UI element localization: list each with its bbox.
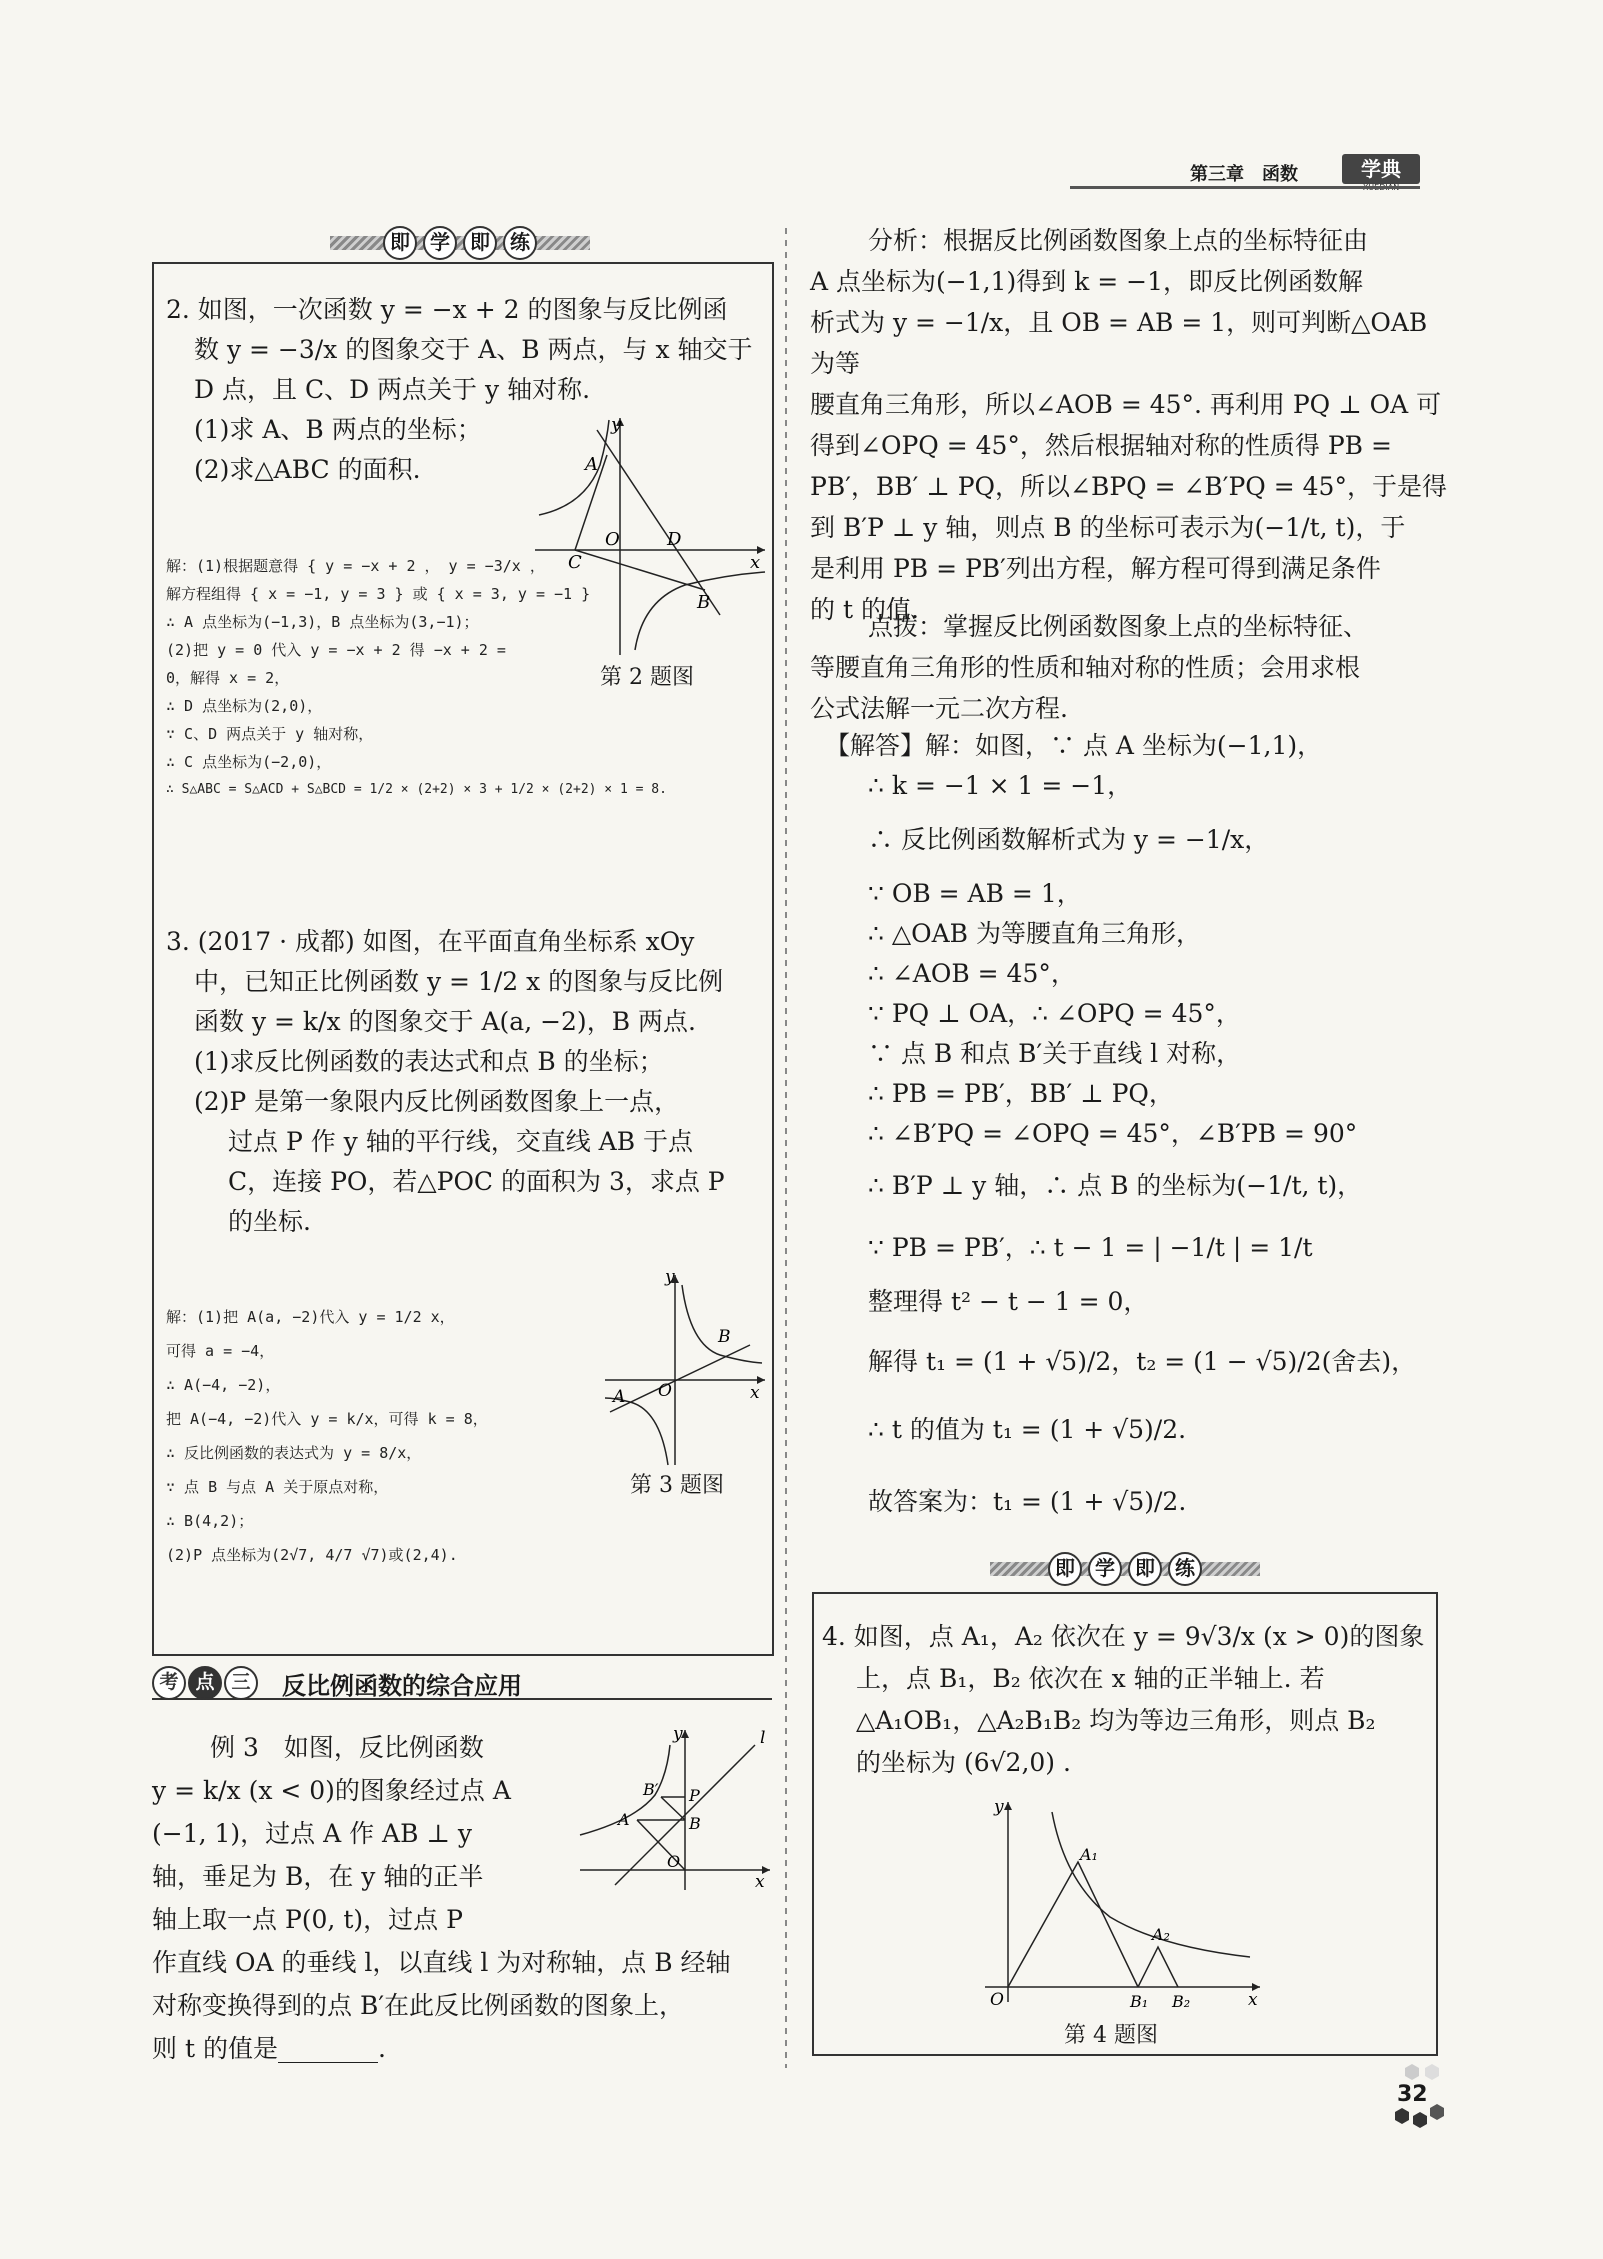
q3-sol-line: (2)P 点坐标为(2√7, 4/7 √7)或(2,4). bbox=[166, 1546, 458, 1564]
q3-caption: 第 3 题图 bbox=[630, 1473, 724, 1498]
q4-line: △A₁OB₁，△A₂B₁B₂ 均为等边三角形，则点 B₂ bbox=[856, 1706, 1376, 1735]
q2-sol-line: 解：(1)根据题意得 { y = −x + 2 ， y = −3/x ， bbox=[166, 557, 545, 575]
answer-line: ∴ ∠AOB = 45°， bbox=[868, 959, 1076, 988]
q2-sol-line: 解方程组得 { x = −1, y = 3 } 或 { x = 3, y = −1 } bbox=[166, 585, 591, 603]
label-B: B bbox=[718, 1327, 731, 1347]
analysis bbox=[810, 220, 1450, 630]
answer-line: 整理得 t² − t − 1 = 0， bbox=[868, 1287, 1149, 1316]
q3-sol-line: 解：(1)把 A(a, −2)代入 y = 1/2 x， bbox=[166, 1308, 455, 1326]
q3-sol-line: ∵ 点 B 与点 A 关于原点对称， bbox=[166, 1478, 389, 1496]
answer-line: ∴ k = −1 × 1 = −1， bbox=[868, 771, 1133, 800]
label-B: B bbox=[697, 592, 711, 613]
q2-line: (2)求△ABC 的面积. bbox=[194, 455, 421, 484]
answer-line: 【解答】解：如图，∵ 点 A 坐标为(−1,1)， bbox=[825, 731, 1323, 760]
segment-B'B bbox=[661, 1797, 685, 1820]
hyperbola-branch bbox=[1052, 1812, 1250, 1957]
question-3 bbox=[166, 922, 766, 1242]
triangle-A1OB1 bbox=[1008, 1862, 1138, 1987]
q2-line: 数 y = −3/x 的图象交于 A、B 两点，与 x 轴交于 bbox=[194, 335, 753, 364]
analysis-line: 析式为 y = −1/x，且 OB = AB = 1，则可判断△OAB 为等 bbox=[810, 308, 1428, 378]
label-A1: A₁ bbox=[1080, 1845, 1098, 1864]
q3-line: 函数 y = k/x 的图象交于 A(a, −2)，B 两点. bbox=[194, 1007, 696, 1036]
line-y-eq-half-x bbox=[610, 1345, 750, 1412]
label-D: D bbox=[667, 529, 682, 550]
page-number: 32 bbox=[1397, 2082, 1428, 2107]
q4-line: 的坐标为 (6√2,0) . bbox=[856, 1748, 1071, 1777]
ex3-line: 轴上取一点 P(0, t)，过点 P bbox=[152, 1905, 463, 1934]
q2-caption: 第 2 题图 bbox=[600, 665, 694, 690]
q4-caption: 第 4 题图 bbox=[1064, 2023, 1158, 2048]
answer-line: ∵ PQ ⊥ OA，∴ ∠OPQ = 45°， bbox=[868, 999, 1241, 1028]
label-O: O bbox=[658, 1381, 672, 1401]
label-A: A bbox=[613, 1387, 626, 1407]
analysis-line: 到 B′P ⊥ y 轴，则点 B 的坐标可表示为(−1/t, t)，于 bbox=[810, 513, 1406, 542]
answer-line: ∴ B′P ⊥ y 轴，∴ 点 B 的坐标为(−1/t, t)， bbox=[868, 1171, 1363, 1200]
ex3-line: 作直线 OA 的垂线 l，以直线 l 为对称轴，点 B 经轴 bbox=[152, 1948, 731, 1977]
question-4 bbox=[822, 1616, 1432, 1784]
q2-line: (1)求 A、B 两点的坐标； bbox=[194, 415, 482, 444]
section-heading bbox=[152, 1664, 772, 1704]
practice-banner bbox=[330, 226, 590, 260]
practice-banner bbox=[990, 1552, 1260, 1586]
chapter-title: 第三章 函数 bbox=[1190, 164, 1298, 185]
q3-line: 的坐标. bbox=[228, 1207, 311, 1236]
label-y: y bbox=[665, 1270, 675, 1287]
answer-line: ∵ PB = PB′，∴ t − 1 = | −1/t | = 1/t bbox=[868, 1233, 1313, 1262]
hyperbola-branch bbox=[682, 1285, 762, 1363]
q3-line: (2)P 是第一象限内反比例函数图象上一点， bbox=[194, 1087, 680, 1116]
ex3-figure bbox=[575, 1725, 775, 1895]
hyperbola-branch bbox=[539, 420, 609, 515]
q2-sol-line: ∴ C 点坐标为(−2,0)， bbox=[166, 753, 332, 771]
label-B-prime: B′ bbox=[643, 1780, 659, 1799]
q2-sol-line: ∴ A 点坐标为(−1,3)，B 点坐标为(3,−1)； bbox=[166, 613, 479, 631]
analysis-line: 得到∠OPQ = 45°，然后根据轴对称的性质得 PB = bbox=[810, 431, 1392, 460]
kaodian-char: 点 bbox=[188, 1666, 222, 1700]
ex3-line: y = k/x (x < 0)的图象经过点 A bbox=[152, 1776, 511, 1805]
answer-line: ∴ 反比例函数解析式为 y = −1/x， bbox=[868, 825, 1270, 854]
hexagon bbox=[1395, 2108, 1409, 2124]
answer-line: 解得 t₁ = (1 + √5)/2，t₂ = (1 − √5)/2(舍去)， bbox=[868, 1347, 1417, 1376]
banner-char: 即 bbox=[383, 226, 417, 260]
label-A: A bbox=[618, 1810, 630, 1829]
q3-sol-line: 可得 a = −4， bbox=[166, 1342, 275, 1360]
analysis-line: 分析：根据反比例函数图象上点的坐标特征由 bbox=[868, 226, 1369, 255]
q3-line: 过点 P 作 y 轴的平行线，交直线 AB 于点 bbox=[228, 1127, 694, 1156]
label-x: x bbox=[750, 552, 761, 573]
q3-line: 3. (2017 · 成都) 如图，在平面直角坐标系 xOy bbox=[166, 927, 695, 956]
segment-CB bbox=[575, 550, 705, 590]
answer-line: ∴ ∠B′PQ = ∠OPQ = 45°，∠B′PB = 90° bbox=[868, 1119, 1358, 1148]
banner-char: 即 bbox=[463, 226, 497, 260]
q3-sol-line: ∴ 反比例函数的表达式为 y = 8/x， bbox=[166, 1444, 422, 1462]
q4-line: 上，点 B₁，B₂ 依次在 x 轴的正半轴上. 若 bbox=[856, 1664, 1325, 1693]
tip bbox=[810, 606, 1450, 729]
label-y: y bbox=[673, 1725, 683, 1744]
ex3-line: (−1, 1)，过点 A 作 AB ⊥ y bbox=[152, 1819, 473, 1848]
q3-sol-line: ∴ B(4,2)； bbox=[166, 1512, 254, 1530]
analysis-line: PB′，BB′ ⊥ PQ，所以∠BPQ = ∠B′PQ = 45°，于是得 bbox=[810, 472, 1447, 501]
analysis-line: 是利用 PB = PB′列出方程，解方程可得到满足条件 bbox=[810, 554, 1381, 583]
ex3-line: 例 3 如图，反比例函数 bbox=[210, 1733, 484, 1762]
y-axis-arrow bbox=[1004, 1802, 1012, 1810]
label-C: C bbox=[568, 552, 582, 573]
tip-line: 公式法解一元二次方程. bbox=[810, 694, 1068, 723]
answer-line: ∴ △OAB 为等腰直角三角形， bbox=[868, 919, 1201, 948]
label-B1: B₁ bbox=[1130, 1992, 1149, 2011]
ex3-line: 则 t 的值是________. bbox=[152, 2034, 386, 2063]
label-A: A bbox=[585, 454, 598, 475]
analysis-line: 腰直角三角形，所以∠AOB = 45°. 再利用 PQ ⊥ OA 可 bbox=[810, 390, 1442, 419]
label-B2: B₂ bbox=[1172, 1992, 1191, 2011]
label-A2: A₂ bbox=[1152, 1925, 1170, 1944]
ex3-line: 对称变换得到的点 B′在此反比例函数的图象上， bbox=[152, 1991, 684, 2020]
label-x: x bbox=[750, 1383, 760, 1403]
tip-line: 等腰直角三角形的性质和轴对称的性质；会用求根 bbox=[810, 653, 1361, 682]
q4-line: 4. 如图，点 A₁，A₂ 依次在 y = 9√3/x (x > 0)的图象 bbox=[822, 1622, 1425, 1651]
label-O: O bbox=[605, 529, 620, 550]
banner-char: 练 bbox=[1168, 1552, 1202, 1586]
analysis-line: 的 t 的值. bbox=[810, 595, 919, 624]
answer-line: ∴ PB = PB′，BB′ ⊥ PQ， bbox=[868, 1079, 1174, 1108]
q2-figure bbox=[525, 410, 775, 660]
q3-line: (1)求反比例函数的表达式和点 B 的坐标； bbox=[194, 1047, 664, 1076]
kaodian-char: 三 bbox=[224, 1666, 258, 1700]
ex3-line: 轴，垂足为 B，在 y 轴的正半 bbox=[152, 1862, 484, 1891]
label-x: x bbox=[755, 1872, 765, 1892]
q2-sol-line: 0，解得 x = 2， bbox=[166, 669, 290, 687]
answer bbox=[810, 726, 1450, 1522]
triangle-A2B1B2 bbox=[1138, 1947, 1178, 1987]
q2-line: 2. 如图，一次函数 y = −x + 2 的图象与反比例函 bbox=[166, 295, 728, 324]
brand-logo: 学典 bbox=[1342, 154, 1420, 184]
label-l: l bbox=[760, 1728, 766, 1748]
column-divider bbox=[785, 228, 787, 2068]
q4-figure bbox=[980, 1792, 1270, 2017]
hexagon bbox=[1405, 2064, 1419, 2080]
label-y: y bbox=[994, 1797, 1004, 1817]
line-y-eq-minus-x-plus-2 bbox=[597, 430, 720, 615]
hexagon bbox=[1430, 2104, 1444, 2120]
q3-sol-line: 把 A(−4, −2)代入 y = k/x，可得 k = 8， bbox=[166, 1410, 488, 1428]
q2-sol-line: (2)把 y = 0 代入 y = −x + 2 得 −x + 2 = bbox=[166, 641, 506, 659]
label-x: x bbox=[1248, 1990, 1258, 2010]
label-O: O bbox=[667, 1852, 681, 1871]
kaodian-char: 考 bbox=[152, 1666, 186, 1700]
hexagon bbox=[1413, 2112, 1427, 2128]
q3-solution bbox=[166, 1300, 596, 1572]
q3-line: 中，已知正比例函数 y = 1/2 x 的图象与反比例 bbox=[194, 967, 724, 996]
answer-line: ∴ t 的值为 t₁ = (1 + √5)/2. bbox=[868, 1415, 1187, 1444]
label-B: B bbox=[689, 1814, 701, 1833]
q2-sol-line: ∴ S△ABC = S△ACD + S△BCD = 1/2 × (2+2) × 3 + 1/2 × (2+2) × 1 = 8. bbox=[166, 782, 667, 797]
banner-char: 学 bbox=[1088, 1552, 1122, 1586]
q2-sol-line: ∴ D 点坐标为(2,0)， bbox=[166, 697, 323, 715]
tip-line: 点拨：掌握反比例函数图象上点的坐标特征、 bbox=[868, 612, 1369, 641]
label-O: O bbox=[990, 1990, 1004, 2010]
banner-char: 学 bbox=[423, 226, 457, 260]
banner-char: 练 bbox=[503, 226, 537, 260]
hyperbola-branch bbox=[605, 1398, 668, 1465]
hexagon bbox=[1425, 2064, 1439, 2080]
header-rule bbox=[1070, 186, 1420, 189]
analysis-line: A 点坐标为(−1,1)得到 k = −1，即反比例函数解 bbox=[810, 267, 1364, 296]
section-title: 反比例函数的综合应用 bbox=[282, 1672, 522, 1700]
label-y: y bbox=[611, 414, 622, 435]
banner-char: 即 bbox=[1128, 1552, 1162, 1586]
banner-char: 即 bbox=[1048, 1552, 1082, 1586]
label-P: P bbox=[689, 1786, 700, 1805]
answer-line: 故答案为：t₁ = (1 + √5)/2. bbox=[868, 1487, 1187, 1516]
q2-line: D 点，且 C、D 两点关于 y 轴对称. bbox=[194, 375, 591, 404]
answer-line: ∵ 点 B 和点 B′关于直线 l 对称， bbox=[868, 1039, 1242, 1068]
answer-line: ∵ OB = AB = 1， bbox=[868, 879, 1082, 908]
q2-sol-line: ∵ C、D 两点关于 y 轴对称， bbox=[166, 725, 374, 743]
q3-figure bbox=[600, 1270, 770, 1470]
q3-line: C，连接 PO，若△POC 的面积为 3，求点 P bbox=[228, 1167, 725, 1196]
q3-sol-line: ∴ A(−4, −2)， bbox=[166, 1376, 281, 1394]
